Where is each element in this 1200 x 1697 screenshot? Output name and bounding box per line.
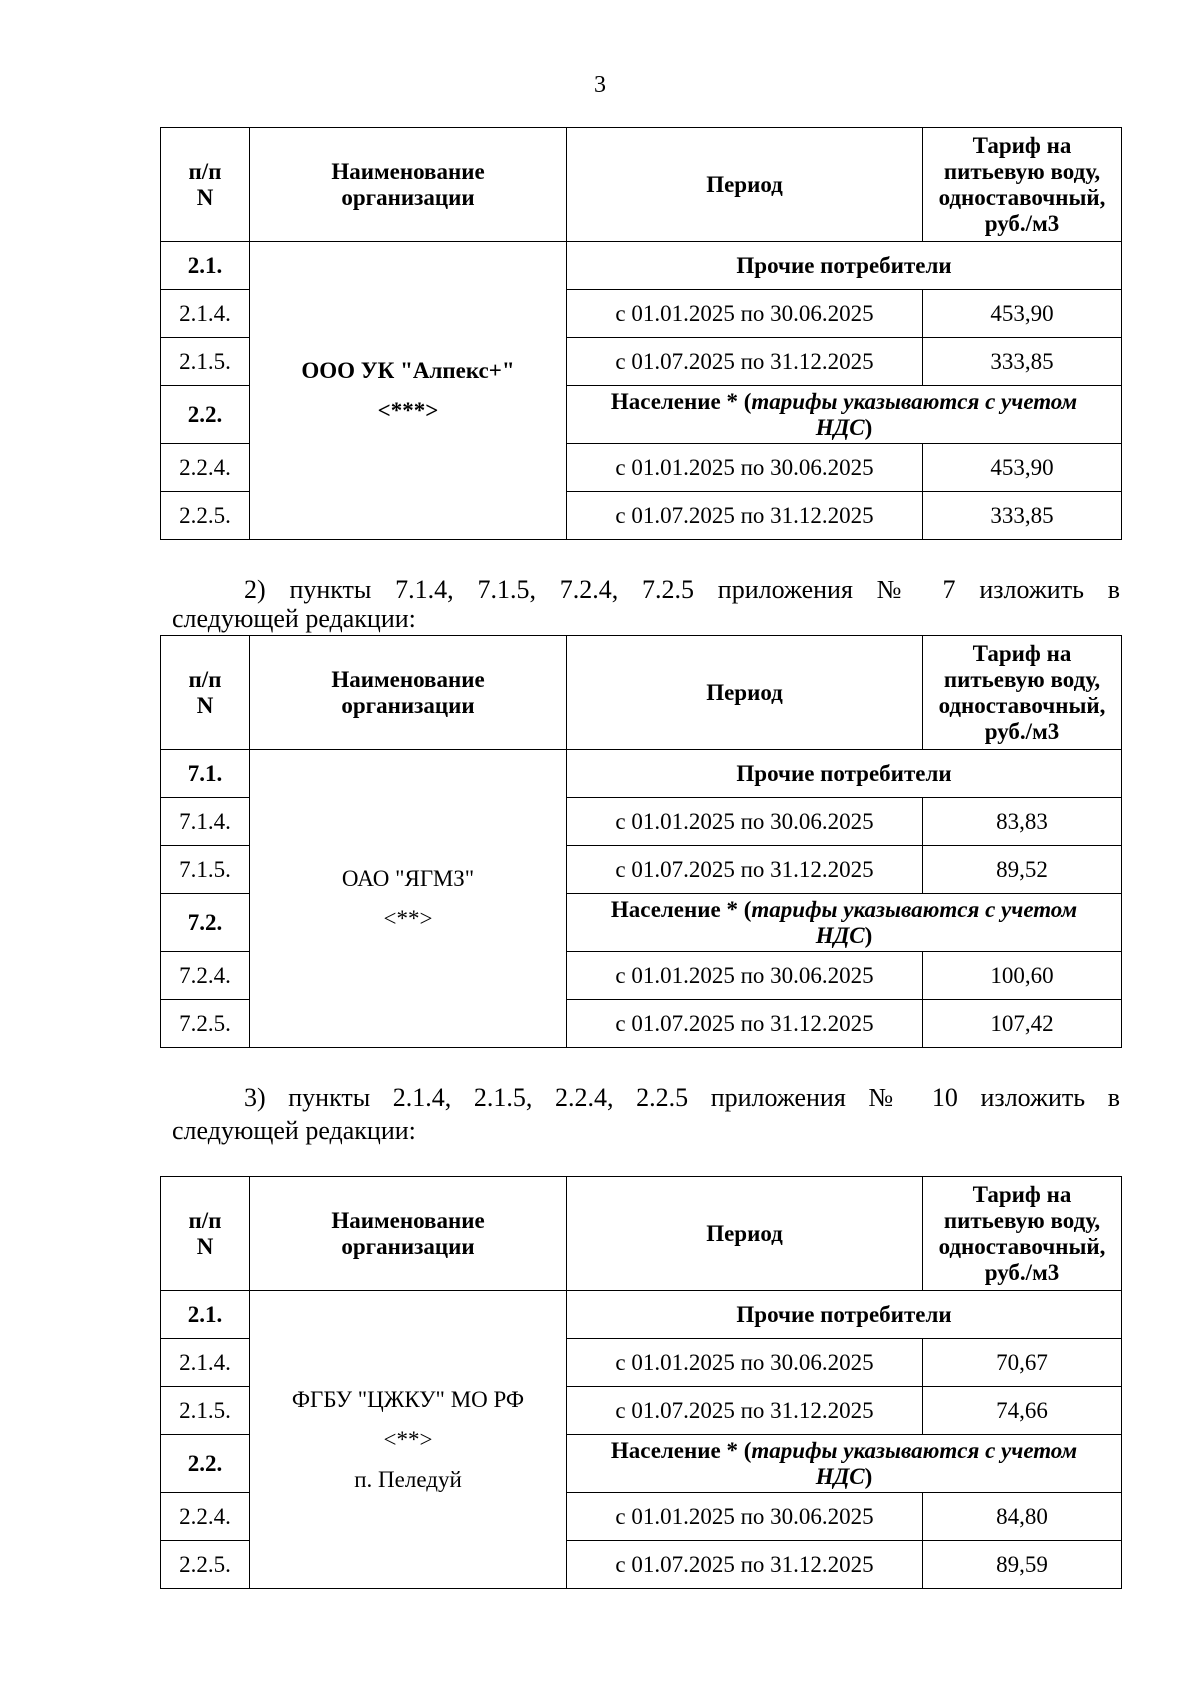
header-tariff-line: одноставочный,	[938, 184, 1106, 210]
header-org-line: Наименование	[331, 666, 485, 692]
header-tariff-line: одноставочный,	[938, 692, 1106, 718]
row-number: 2.2.4.	[161, 444, 250, 492]
header-tariff	[923, 128, 1122, 242]
paragraph-3	[172, 1081, 1120, 1147]
header-tariff-line: Тариф на	[972, 1181, 1072, 1207]
row-tariff-value: 74,66	[923, 1387, 1122, 1435]
population-label-suffix: )	[864, 922, 873, 948]
organization-line: п. Пеледуй	[354, 1466, 462, 1492]
table-header-row	[161, 1177, 1122, 1291]
header-tariff-line: питьевую воду,	[943, 1207, 1101, 1233]
row-tariff-value: 100,60	[923, 952, 1122, 1000]
tariff-table-2	[160, 635, 1122, 1048]
row-tariff-value: 89,59	[923, 1541, 1122, 1589]
group-label-population	[567, 894, 1122, 952]
header-org-line: Наименование	[331, 158, 485, 184]
row-tariff-value: 333,85	[923, 492, 1122, 540]
organization-line: ОАО "ЯГМЗ"	[341, 865, 475, 891]
organization-line: ООО УК "Алпекс+"	[301, 357, 515, 383]
row-tariff-value: 107,42	[923, 1000, 1122, 1048]
population-label-prefix: Население * (	[610, 896, 752, 922]
population-label-suffix: )	[864, 414, 873, 440]
paragraph-2-line-2: следующей редакции:	[172, 604, 416, 633]
paragraph-2	[172, 573, 1120, 635]
header-tariff-line: руб./м3	[984, 210, 1060, 236]
row-period: с 01.07.2025 по 31.12.2025	[567, 1541, 923, 1589]
header-org-line: Наименование	[331, 1207, 485, 1233]
header-tariff-line: питьевую воду,	[943, 666, 1101, 692]
row-period: с 01.01.2025 по 30.06.2025	[567, 798, 923, 846]
header-tariff	[923, 1177, 1122, 1291]
group-row	[161, 242, 1122, 290]
row-tariff-value: 453,90	[923, 290, 1122, 338]
row-number: 7.1.4.	[161, 798, 250, 846]
row-number: 7.2.4.	[161, 952, 250, 1000]
header-org	[250, 128, 567, 242]
header-tariff-line: руб./м3	[984, 1259, 1060, 1285]
organization-line: ФГБУ "ЦЖКУ" МО РФ	[291, 1386, 525, 1412]
group-label-other: Прочие потребители	[567, 750, 1122, 798]
row-period: с 01.01.2025 по 30.06.2025	[567, 1493, 923, 1541]
header-tariff	[923, 636, 1122, 750]
header-num-line: N	[196, 692, 214, 718]
row-period: с 01.07.2025 по 31.12.2025	[567, 492, 923, 540]
population-label-note: тарифы указываются с учетом	[751, 388, 1078, 414]
group-number: 2.1.	[161, 1291, 250, 1339]
organization-line: <***>	[377, 397, 439, 423]
row-period: с 01.07.2025 по 31.12.2025	[567, 1000, 923, 1048]
header-org-line: организации	[341, 692, 475, 718]
row-tariff-value: 89,52	[923, 846, 1122, 894]
row-period: с 01.07.2025 по 31.12.2025	[567, 1387, 923, 1435]
group-label-other: Прочие потребители	[567, 1291, 1122, 1339]
table-header-row	[161, 128, 1122, 242]
organization-line: <**>	[383, 905, 433, 931]
population-label-vat: НДС	[815, 922, 865, 948]
row-tariff-value: 453,90	[923, 444, 1122, 492]
group-number: 7.1.	[161, 750, 250, 798]
row-number: 2.2.5.	[161, 1541, 250, 1589]
header-tariff-line: одноставочный,	[938, 1233, 1106, 1259]
population-label-prefix: Население * (	[610, 388, 752, 414]
table-header-row	[161, 636, 1122, 750]
header-num-line: п/п	[188, 1207, 222, 1233]
row-number: 2.1.5.	[161, 338, 250, 386]
row-number: 2.1.5.	[161, 1387, 250, 1435]
tariff-table-3	[160, 1176, 1122, 1589]
paragraph-2-line-1: 2) пункты 7.1.4, 7.1.5, 7.2.4, 7.2.5 приложения № 7 изложить в	[244, 575, 1120, 604]
tariff-table-1	[160, 127, 1122, 540]
header-num	[161, 1177, 250, 1291]
group-number: 2.2.	[161, 386, 250, 444]
population-label-note: тарифы указываются с учетом	[751, 896, 1078, 922]
organization-line: <**>	[383, 1426, 433, 1452]
group-number: 2.1.	[161, 242, 250, 290]
header-num-line: N	[196, 1233, 214, 1259]
header-period: Период	[567, 636, 923, 750]
row-number: 2.2.5.	[161, 492, 250, 540]
organization-name	[250, 750, 567, 1048]
header-num	[161, 636, 250, 750]
header-period: Период	[567, 128, 923, 242]
organization-name	[250, 242, 567, 540]
row-number: 2.1.4.	[161, 290, 250, 338]
row-period: с 01.07.2025 по 31.12.2025	[567, 846, 923, 894]
row-tariff-value: 333,85	[923, 338, 1122, 386]
group-row	[161, 1291, 1122, 1339]
population-label-suffix: )	[864, 1463, 873, 1489]
row-number: 7.1.5.	[161, 846, 250, 894]
header-num-line: N	[196, 184, 214, 210]
header-org	[250, 636, 567, 750]
header-tariff-line: Тариф на	[972, 132, 1072, 158]
header-org-line: организации	[341, 1233, 475, 1259]
header-tariff-line: Тариф на	[972, 640, 1072, 666]
header-org-line: организации	[341, 184, 475, 210]
row-period: с 01.07.2025 по 31.12.2025	[567, 338, 923, 386]
header-num-line: п/п	[188, 158, 222, 184]
population-label-vat: НДС	[815, 414, 865, 440]
row-tariff-value: 70,67	[923, 1339, 1122, 1387]
group-number: 7.2.	[161, 894, 250, 952]
row-period: с 01.01.2025 по 30.06.2025	[567, 1339, 923, 1387]
page-number: 3	[594, 72, 606, 98]
population-label-vat: НДС	[815, 1463, 865, 1489]
row-number: 7.2.5.	[161, 1000, 250, 1048]
row-period: с 01.01.2025 по 30.06.2025	[567, 444, 923, 492]
header-tariff-line: руб./м3	[984, 718, 1060, 744]
row-period: с 01.01.2025 по 30.06.2025	[567, 952, 923, 1000]
paragraph-3-line-2: следующей редакции:	[172, 1116, 416, 1145]
row-tariff-value: 84,80	[923, 1493, 1122, 1541]
row-number: 2.2.4.	[161, 1493, 250, 1541]
group-label-population	[567, 386, 1122, 444]
header-org	[250, 1177, 567, 1291]
group-label-other: Прочие потребители	[567, 242, 1122, 290]
header-num	[161, 128, 250, 242]
organization-name	[250, 1291, 567, 1589]
group-label-population	[567, 1435, 1122, 1493]
group-row	[161, 750, 1122, 798]
population-label-prefix: Население * (	[610, 1437, 752, 1463]
header-period: Период	[567, 1177, 923, 1291]
row-number: 2.1.4.	[161, 1339, 250, 1387]
header-num-line: п/п	[188, 666, 222, 692]
row-period: с 01.01.2025 по 30.06.2025	[567, 290, 923, 338]
header-tariff-line: питьевую воду,	[943, 158, 1101, 184]
paragraph-3-line-1: 3) пункты 2.1.4, 2.1.5, 2.2.4, 2.2.5 приложения № 10 изложить в	[244, 1083, 1120, 1112]
population-label-note: тарифы указываются с учетом	[751, 1437, 1078, 1463]
group-number: 2.2.	[161, 1435, 250, 1493]
row-tariff-value: 83,83	[923, 798, 1122, 846]
